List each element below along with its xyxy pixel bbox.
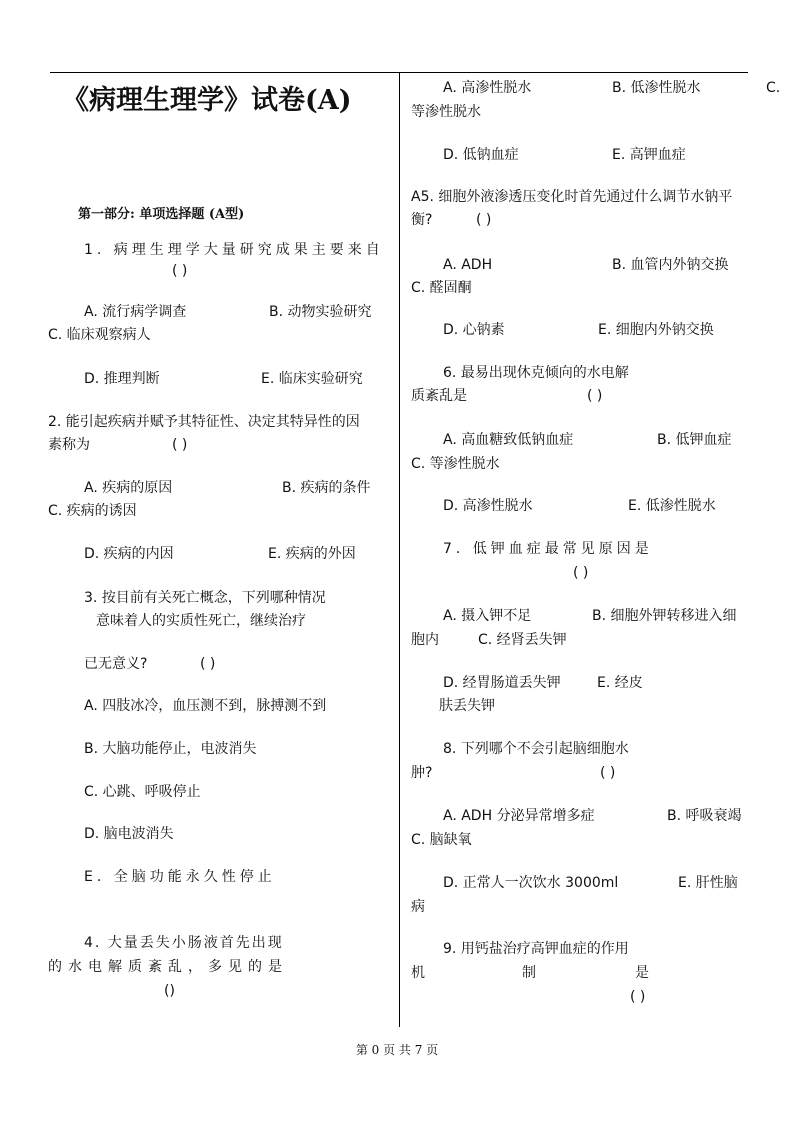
q7-option-e: E. 经皮 bbox=[597, 675, 643, 691]
q5-option-d: D. 心钠素 bbox=[443, 322, 505, 338]
q3-option-a: A. 四肢冰冷，血压测不到，脉搏测不到 bbox=[84, 698, 327, 714]
q6-option-b: B. 低钾血症 bbox=[657, 432, 732, 448]
q3-option-b: B. 大脑功能停止，电波消失 bbox=[84, 741, 257, 757]
column-divider bbox=[399, 72, 400, 1027]
q4-option-d: D. 低钠血症 bbox=[443, 147, 519, 163]
q8-option-d: D. 正常人一次饮水 3000ml bbox=[443, 875, 619, 891]
q5-option-b: B. 血管内外钠交换 bbox=[612, 257, 729, 273]
q3-option-d: D. 脑电波消失 bbox=[84, 826, 174, 842]
q4-option-b: B. 低渗性脱水 bbox=[612, 80, 701, 96]
q7-option-a: A. 摄入钾不足 bbox=[443, 608, 532, 624]
q4-option-a: A. 高渗性脱水 bbox=[443, 80, 532, 96]
q7-option-b: B. 细胞外钾转移进入细 bbox=[592, 608, 737, 624]
q7-stem: 7. 低钾血症最常见原因是 bbox=[443, 541, 653, 557]
q8-stem-line2: 肿? bbox=[411, 765, 433, 781]
q5-stem-line1: A5. 细胞外液渗透压变化时首先通过什么调节水钠平 bbox=[411, 189, 733, 205]
q7-option-d: D. 经胃肠道丢失钾 bbox=[443, 675, 561, 691]
q6-stem-line2: 质紊乱是 bbox=[411, 388, 467, 404]
q3-stem-line2: 意味着人的实质性死亡，继续治疗 bbox=[96, 613, 306, 629]
q1-stem: 1. 病理生理学大量研究成果主要来自 bbox=[84, 242, 384, 258]
q2-option-e: E. 疾病的外因 bbox=[268, 546, 356, 562]
q7-option-c: C. 经肾丢失钾 bbox=[478, 632, 567, 648]
q6-option-a: A. 高血糖致低钠血症 bbox=[443, 432, 574, 448]
exam-title: 《病理生理学》试卷(A) bbox=[62, 85, 352, 116]
q8-option-e-cont: 病 bbox=[411, 899, 425, 915]
q2-option-c: C. 疾病的诱因 bbox=[48, 503, 137, 519]
q6-option-c: C. 等渗性脱水 bbox=[411, 456, 500, 472]
section-heading: 第一部分: 单项选择题 (A型) bbox=[78, 207, 245, 222]
q3-option-c: C. 心跳、呼吸停止 bbox=[84, 784, 201, 800]
q9-stem-word3: 是 bbox=[635, 965, 649, 981]
q3-option-e: E. 全脑功能永久性停止 bbox=[84, 869, 276, 885]
q5-option-c: C. 醛固酮 bbox=[411, 280, 472, 296]
q1-answer-paren: ( ) bbox=[172, 263, 188, 279]
q4-option-e: E. 高钾血症 bbox=[612, 147, 686, 163]
q4-option-c: 等渗性脱水 bbox=[411, 104, 481, 120]
q7-answer-paren: ( ) bbox=[573, 565, 589, 581]
q9-stem-word2: 制 bbox=[522, 965, 536, 981]
q2-answer-paren: ( ) bbox=[172, 437, 188, 453]
q2-stem-line1: 2. 能引起疾病并赋予其特征性、决定其特异性的因 bbox=[48, 414, 360, 430]
q4-answer-paren: () bbox=[164, 983, 175, 999]
q9-answer-paren: ( ) bbox=[630, 989, 646, 1005]
q1-option-e: E. 临床实验研究 bbox=[261, 371, 363, 387]
q8-option-c: C. 脑缺氧 bbox=[411, 832, 472, 848]
q2-option-a: A. 疾病的原因 bbox=[84, 480, 173, 496]
q8-stem-line1: 8. 下列哪个不会引起脑细胞水 bbox=[443, 741, 629, 757]
q9-stem-word1: 机 bbox=[411, 965, 425, 981]
q5-stem-line2: 衡? bbox=[411, 212, 433, 228]
q9-stem-line1: 9. 用钙盐治疗高钾血症的作用 bbox=[443, 941, 629, 957]
q2-stem-line2: 素称为 bbox=[48, 437, 90, 453]
q8-answer-paren: ( ) bbox=[600, 765, 616, 781]
q7-option-e-cont: 肤丢失钾 bbox=[439, 698, 495, 714]
q2-option-b: B. 疾病的条件 bbox=[282, 480, 371, 496]
q1-option-b: B. 动物实验研究 bbox=[269, 304, 372, 320]
q5-option-a: A. ADH bbox=[443, 257, 493, 273]
q6-answer-paren: ( ) bbox=[587, 388, 603, 404]
q5-option-e: E. 细胞内外钠交换 bbox=[598, 322, 714, 338]
q8-option-e: E. 肝性脑 bbox=[678, 875, 738, 891]
q6-stem-line1: 6. 最易出现休克倾向的水电解 bbox=[443, 365, 629, 381]
q2-option-d: D. 疾病的内因 bbox=[84, 546, 174, 562]
q4-stem-line1: 4. 大量丢失小肠液首先出现 bbox=[84, 935, 284, 951]
q3-answer-paren: ( ) bbox=[200, 656, 216, 672]
q8-option-b: B. 呼吸衰竭 bbox=[667, 808, 742, 824]
q3-stem-line1: 3. 按目前有关死亡概念，下列哪种情况 bbox=[84, 590, 326, 606]
q3-stem-line3: 已无意义? bbox=[84, 656, 148, 672]
q6-option-e: E. 低渗性脱水 bbox=[628, 498, 716, 514]
q8-option-a: A. ADH 分泌异常增多症 bbox=[443, 808, 595, 824]
q1-option-c: C. 临床观察病人 bbox=[48, 327, 151, 343]
q1-option-d: D. 推理判断 bbox=[84, 371, 160, 387]
page-footer: 第 0 页 共 7 页 bbox=[355, 1043, 439, 1057]
q5-answer-paren: ( ) bbox=[476, 212, 492, 228]
q6-option-d: D. 高渗性脱水 bbox=[443, 498, 533, 514]
q4-stem-line2: 的水电解质紊乱，多见的是 bbox=[48, 959, 288, 975]
q7-option-b-cont: 胞内 bbox=[411, 632, 439, 648]
q4-option-c-marker: C. bbox=[766, 80, 781, 96]
q1-option-a: A. 流行病学调查 bbox=[84, 304, 187, 320]
